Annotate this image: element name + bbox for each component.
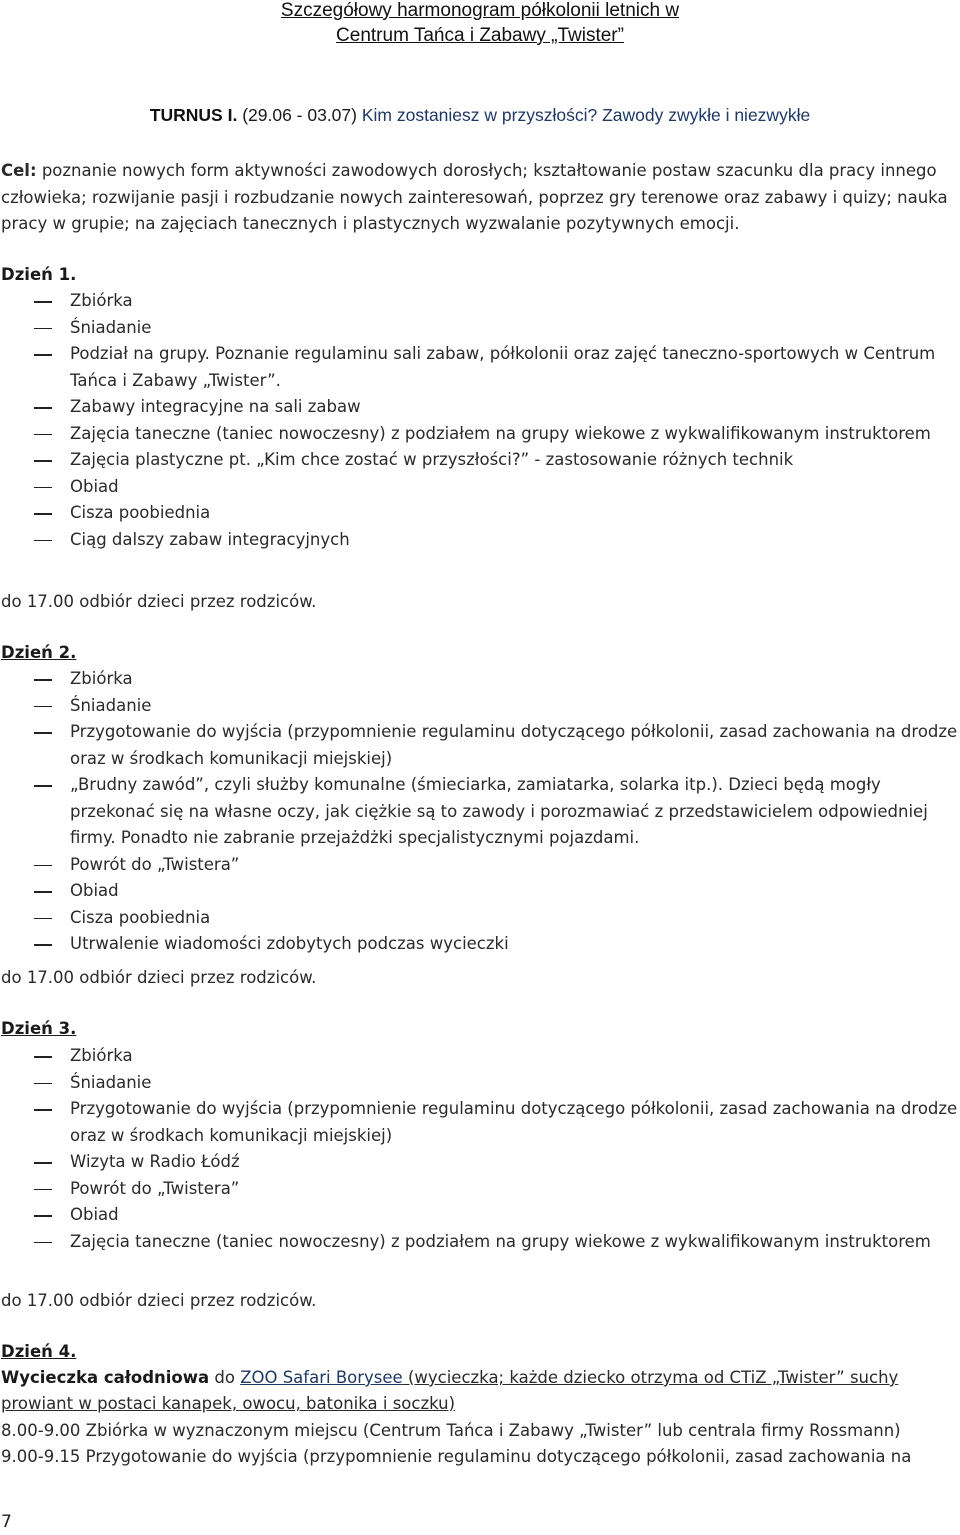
list-item: Zbiórka (0, 666, 960, 693)
day-4-schedule-line-2: 9.00-9.15 Przygotowanie do wyjścia (przypomnienie regulaminu dotyczącego półkolonii, zasad zachowania na (1, 1447, 912, 1466)
list-item: Przygotowanie do wyjścia (przypomnienie regulaminu dotyczącego półkolonii, zasad zachowania na drodze oraz w środkach komunikacji miejskiej) (0, 719, 960, 772)
dash-bullet (34, 513, 52, 515)
goal-label: Cel: (1, 161, 37, 180)
dash-bullet (34, 460, 52, 462)
list-item: Ciąg dalszy zabaw integracyjnych (0, 527, 960, 554)
list-item: Cisza poobiednia (0, 500, 960, 527)
dash-bullet (34, 679, 52, 681)
dash-bullet (34, 706, 52, 708)
dash-bullet (34, 732, 52, 734)
list-item: Podział na grupy. Poznanie regulaminu sali zabaw, półkolonii oraz zajęć taneczno-sportowych w Centrum Tańca i Zabawy „Twister”. (0, 341, 960, 394)
dash-bullet (34, 1109, 52, 1111)
list-item: Obiad (0, 474, 960, 501)
dash-bullet (34, 1215, 52, 1217)
dash-bullet (34, 891, 52, 893)
dash-bullet (34, 865, 52, 867)
dash-bullet (34, 1162, 52, 1164)
turnus-label: TURNUS I. (149, 105, 238, 125)
dash-bullet (34, 407, 52, 409)
list-item: Zbiórka (0, 1043, 960, 1070)
goal-paragraph (1, 158, 959, 238)
day-4-title: Dzień 4. (1, 1342, 77, 1361)
day-1-title: Dzień 1. (1, 265, 77, 284)
turnus-theme: Kim zostaniesz w przyszłości? Zawody zwykłe i niezwykłe (361, 105, 811, 125)
day-2-title: Dzień 2. (1, 643, 77, 662)
dash-bullet (34, 354, 52, 356)
document-title-line-2: Centrum Tańca i Zabawy „Twister” (336, 25, 624, 46)
day-1-pickup-note: do 17.00 odbiór dzieci przez rodziców. (1, 592, 317, 611)
dash-bullet (34, 785, 52, 787)
goal-text: poznanie nowych form aktywności zawodowych dorosłych; kształtowanie postaw szacunku dla pracy innego człowieka; rozwijanie pasji i rozbudzanie nowych zainteresowań, poprzez gry terenowe oraz zabawy i quizy; nauka pracy w grupie; na zajęciach tanecznych i plastycznych wyzwalanie pozytywnych emocji. (1, 161, 948, 233)
list-item: Zajęcia plastyczne pt. „Kim chce zostać w przyszłości?” - zastosowanie różnych technik (0, 447, 960, 474)
document-title-line-1: Szczegółowy harmonogram półkolonii letnich w (280, 0, 680, 21)
list-item: Zajęcia taneczne (taniec nowoczesny) z podziałem na grupy wiekowe z wykwalifikowanym instruktorem (0, 1229, 960, 1256)
dash-bullet (34, 1242, 52, 1244)
dash-bullet (34, 1189, 52, 1191)
dash-bullet (34, 540, 52, 542)
dash-bullet (34, 328, 52, 330)
dash-bullet (34, 1056, 52, 1058)
list-item: Śniadanie (0, 1070, 960, 1097)
day-3-title: Dzień 3. (1, 1019, 77, 1038)
list-item: „Brudny zawód”, czyli służby komunalne (śmieciarka, zamiatarka, solarka itp.). Dzieci będą mogły przekonać się na własne oczy, jak ciężkie są to zawody i porozmawiać z przedstawicielem odpowiedniej firmy. Ponadto nie zabranie przejażdżki specjalistycznymi pojazdami. (0, 772, 960, 852)
turnus-heading (0, 103, 960, 127)
trip-note: (wycieczka; każde dziecko otrzyma od CTiZ „Twister” suchy prowiant w postaci kanapek, owocu, batonika i soczku) (1, 1368, 899, 1413)
day-3-activity-list (0, 1043, 960, 1255)
page-number: 7 (1, 1512, 12, 1532)
day-2-activity-list (0, 666, 960, 958)
dash-bullet (34, 434, 52, 436)
list-item: Wizyta w Radio Łódź (0, 1149, 960, 1176)
list-item: Obiad (0, 878, 960, 905)
list-item: Powrót do „Twistera” (0, 852, 960, 879)
list-item: Obiad (0, 1202, 960, 1229)
list-item: Śniadanie (0, 315, 960, 342)
dash-bullet (34, 301, 52, 303)
dash-bullet (34, 918, 52, 920)
list-item: Powrót do „Twistera” (0, 1176, 960, 1203)
day-2-pickup-note: do 17.00 odbiór dzieci przez rodziców. (1, 968, 317, 987)
day-3-pickup-note: do 17.00 odbiór dzieci przez rodziców. (1, 1291, 317, 1310)
zoo-link[interactable]: ZOO Safari Borysee (240, 1368, 403, 1387)
list-item: Zajęcia taneczne (taniec nowoczesny) z podziałem na grupy wiekowe z wykwalifikowanym instruktorem (0, 421, 960, 448)
list-item: Zabawy integracyjne na sali zabaw (0, 394, 960, 421)
trip-to: do (209, 1368, 241, 1387)
list-item: Przygotowanie do wyjścia (przypomnienie regulaminu dotyczącego półkolonii, zasad zachowania na drodze oraz w środkach komunikacji miejskiej) (0, 1096, 960, 1149)
list-item: Zbiórka (0, 288, 960, 315)
dash-bullet (34, 1083, 52, 1085)
list-item: Cisza poobiednia (0, 905, 960, 932)
list-item: Śniadanie (0, 693, 960, 720)
dash-bullet (34, 487, 52, 489)
day-4-trip-description (1, 1365, 959, 1417)
turnus-dates: (29.06 - 03.07) (242, 105, 357, 125)
dash-bullet (34, 944, 52, 946)
day-4-schedule-line-1: 8.00-9.00 Zbiórka w wyznaczonym miejscu (Centrum Tańca i Zabawy „Twister” lub centrala firmy Rossmann) (1, 1421, 901, 1440)
trip-label: Wycieczka całodniowa (1, 1368, 210, 1387)
day-1-activity-list (0, 288, 960, 553)
list-item: Utrwalenie wiadomości zdobytych podczas wycieczki (0, 931, 960, 958)
